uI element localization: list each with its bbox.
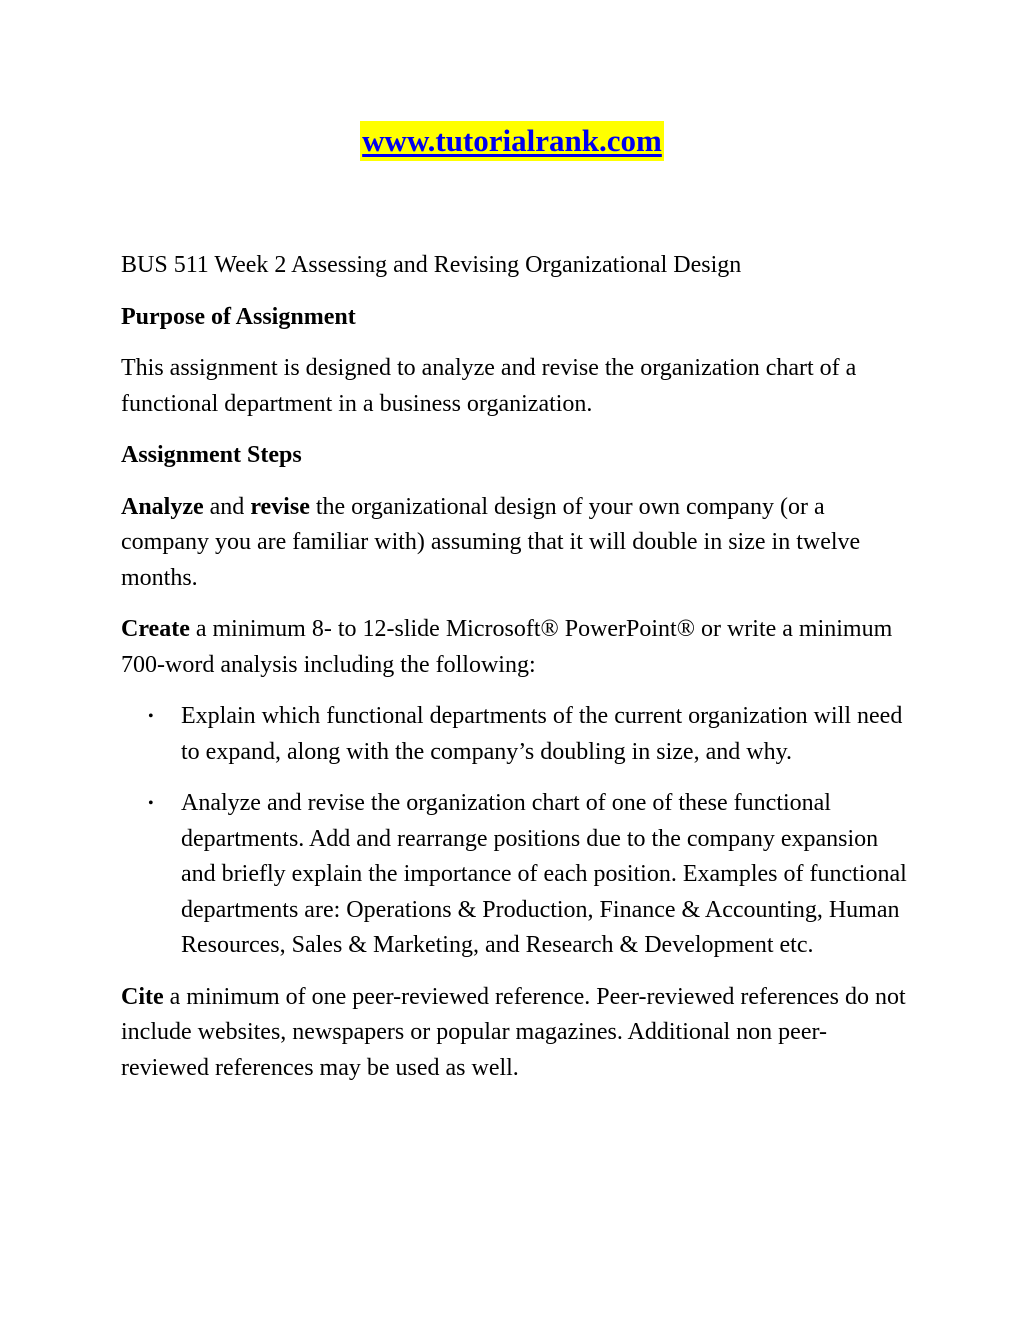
purpose-text: This assignment is designed to analyze and revise the organization chart of a functional department in a business organization. — [121, 355, 857, 417]
site-link-container — [0, 121, 1024, 161]
step-analyze-connector: and — [203, 493, 251, 520]
list-item — [121, 699, 911, 770]
requirements-list — [121, 699, 911, 964]
step-cite-keyword: Cite — [121, 983, 164, 1010]
step-analyze-keyword: Analyze — [121, 493, 204, 520]
step-analyze-text: the organizational design of your own company (or a company you are familiar with) assuming that it will double in size in twelve months. — [121, 493, 861, 591]
step-create-text: a minimum 8- to 12-slide Microsoft® PowerPoint® or write a minimum 700-word analysis including the following: — [121, 616, 893, 678]
step-analyze-paragraph — [121, 490, 911, 597]
list-item — [121, 786, 911, 964]
document-title: BUS 511 Week 2 Assessing and Revising Organizational Design — [121, 252, 742, 278]
step-cite-text: a minimum of one peer-reviewed reference. Peer-reviewed references do not include websites, newspapers or popular magazines. Additional non peer-reviewed references may be used as well. — [121, 983, 906, 1081]
step-revise-keyword: revise — [250, 493, 310, 520]
purpose-heading: Purpose of Assignment — [121, 303, 356, 330]
step-cite-paragraph — [121, 980, 911, 1087]
document-body — [121, 248, 911, 1102]
list-item-text: Explain which functional departments of the current organization will need to expand, along with the company’s doubling in size, and why. — [181, 703, 903, 765]
step-create-paragraph — [121, 612, 911, 683]
site-link[interactable]: www.tutorialrank.com — [360, 121, 664, 161]
steps-heading: Assignment Steps — [121, 442, 302, 468]
list-item-text: Analyze and revise the organization chart of one of these functional departments. Add and rearrange positions due to the company expansion and briefly explain the importance of each position. Examples of functional departments are: Operations & Production, Finance & Accounting, Human Resources, Sales & Marketing, and Research & Development etc. — [181, 790, 907, 958]
bullet-icon: • — [148, 708, 154, 725]
bullet-icon: • — [148, 795, 154, 812]
step-create-keyword: Create — [121, 616, 190, 642]
